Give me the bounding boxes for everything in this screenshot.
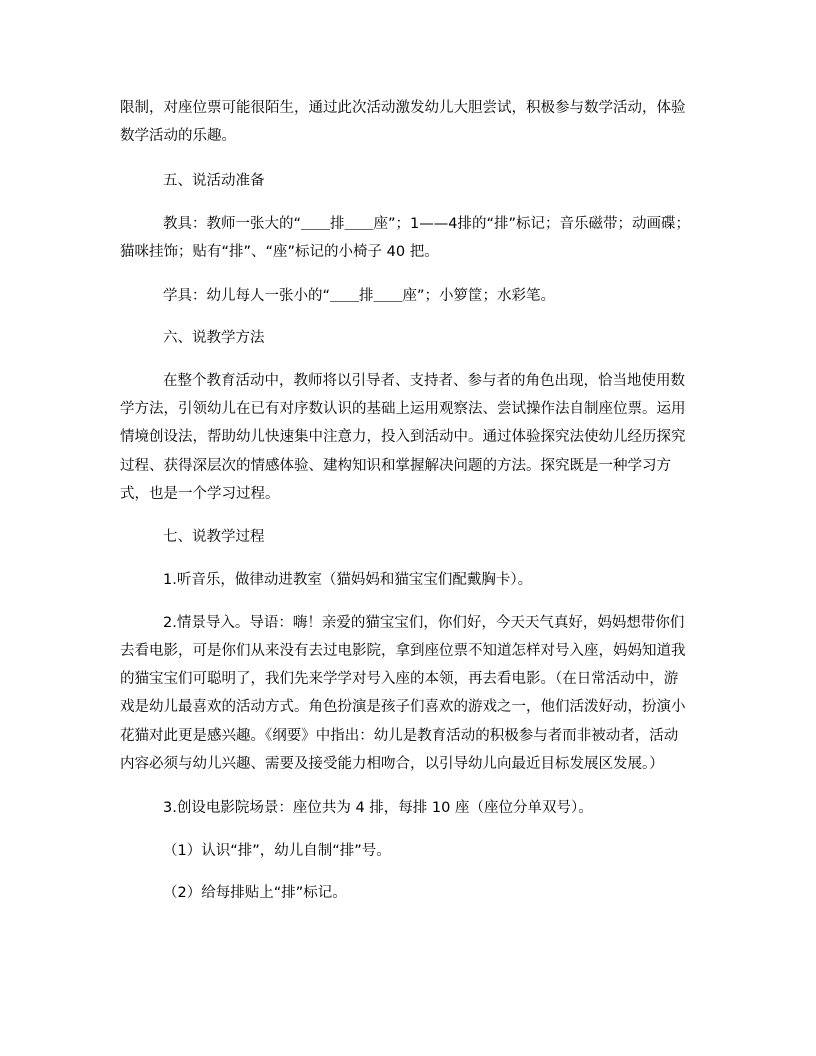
paragraph-line: 情境创设法，帮助幼儿快速集中注意力，投入到活动中。通过体验探究法使幼儿经历探究	[120, 429, 686, 445]
paragraph-line: 去看电影，可是你们从来没有去过电影院，拿到座位票不知道怎样对号入座，妈妈知道我	[120, 643, 686, 659]
list-item: （1）认识“排”，幼儿自制“排”号。	[163, 843, 391, 859]
section-heading: 六、说教学方法	[163, 330, 265, 346]
paragraph-line: 学具：幼儿每人一张小的“＿＿排＿＿座”；小箩筐；水彩笔。	[163, 288, 556, 304]
paragraph-line: 的猫宝宝们可聪明了，我们先来学学对号入座的本领，再去看电影。（在日常活动中，游	[120, 671, 679, 687]
paragraph-line: 教具：教师一张大的“＿＿排＿＿座”；1——4排的“排”标记；音乐磁带；动画碟；	[163, 216, 690, 232]
paragraph-line: 内容必须与幼儿兴趣、需要及接受能力相吻合，以引导幼儿向最近目标发展区发展。）	[120, 756, 664, 772]
paragraph-line: 2.情景导入。导语：嗨！亲爱的猫宝宝们，你们好，今天天气真好，妈妈想带你们	[163, 615, 685, 631]
list-item: （2）给每排贴上“排”标记。	[163, 885, 347, 901]
paragraph-line: 数学活动的乐趣。	[120, 128, 236, 144]
paragraph-line: 猫咪挂饰；贴有“排”、“座”标记的小椅子 40 把。	[120, 244, 439, 260]
paragraph-line: 花猫对此更是感兴趣。《纲要》中指出：幼儿是教育活动的积极参与者而非被动者，活动	[120, 728, 679, 744]
paragraph-line: 在整个教育活动中，教师将以引导者、支持者、参与者的角色出现，恰当地使用数	[163, 373, 685, 389]
paragraph-line: 限制，对座位票可能很陌生，通过此次活动激发幼儿大胆尝试，积极参与数学活动，体验	[120, 100, 686, 116]
section-heading: 五、说活动准备	[163, 173, 265, 189]
section-heading: 七、说教学过程	[163, 529, 265, 545]
paragraph-line: 式，也是一个学习过程。	[120, 486, 280, 502]
paragraph-line: 戏是幼儿最喜欢的活动方式。角色扮演是孩子们喜欢的游戏之一，他们活泼好动，扮演小	[120, 699, 686, 715]
paragraph-line: 学方法，引领幼儿在已有对序数认识的基础上运用观察法、尝试操作法自制座位票。运用	[120, 401, 686, 417]
paragraph-line: 1.听音乐，做律动进教室（猫妈妈和猫宝宝们配戴胸卡）。	[163, 572, 533, 588]
paragraph-line: 过程、获得深层次的情感体验、建构知识和掌握解决问题的方法。探究既是一种学习方	[120, 458, 671, 474]
paragraph-line: 3.创设电影院场景：座位共为 4 排，每排 10 座（座位分单双号）。	[163, 800, 593, 816]
